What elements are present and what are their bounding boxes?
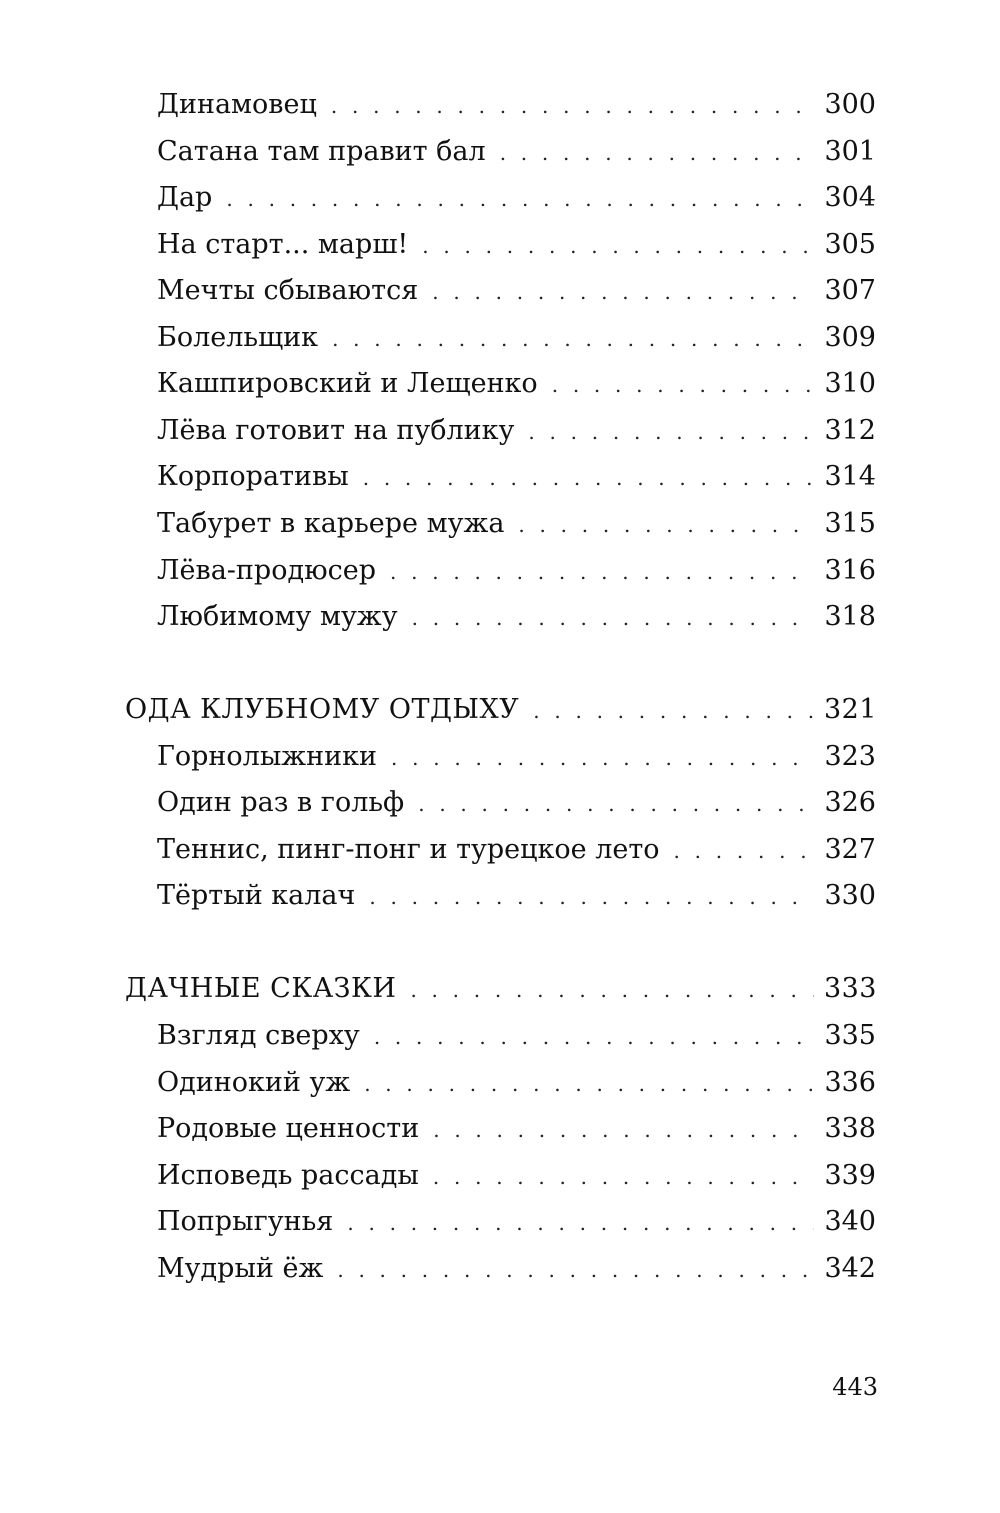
dot-leader <box>674 831 815 871</box>
dot-leader <box>391 738 814 778</box>
toc-entry-title: Взгляд сверху <box>157 1020 360 1051</box>
toc-entry-title: Тёртый калач <box>157 880 356 911</box>
toc-entry[interactable] <box>157 830 876 870</box>
toc-section-heading[interactable] <box>125 690 877 730</box>
toc-entry[interactable] <box>157 457 876 497</box>
dot-leader <box>390 552 814 592</box>
toc-entry-title: Исповедь рассады <box>157 1160 419 1191</box>
toc-entry-page: 305 <box>824 229 876 260</box>
toc-section-page: 321 <box>823 694 877 725</box>
toc-entry[interactable] <box>157 1016 876 1056</box>
dot-leader <box>418 784 814 824</box>
dot-leader <box>518 505 814 545</box>
toc-entry[interactable] <box>157 504 876 544</box>
toc-entry-page: 338 <box>824 1113 876 1144</box>
toc-entry[interactable] <box>157 225 876 265</box>
toc-section-title: ДАЧНЫЕ СКАЗКИ <box>125 973 397 1004</box>
dot-leader <box>347 1203 814 1243</box>
toc-entry-page: 330 <box>824 880 876 911</box>
toc-entry[interactable] <box>157 1109 876 1149</box>
toc-entry[interactable] <box>157 271 876 311</box>
dot-leader <box>432 272 814 312</box>
toc-entry[interactable] <box>157 1202 876 1242</box>
page-number: 443 <box>832 1373 878 1401</box>
toc-entry-page: 326 <box>824 787 876 818</box>
toc-entry[interactable] <box>157 318 876 358</box>
toc-entry[interactable] <box>157 1249 876 1289</box>
toc-entry-title: Горнолыжники <box>157 741 378 772</box>
toc-entry[interactable] <box>157 132 876 172</box>
toc-entry-title: Лёва-продюсер <box>157 555 376 586</box>
toc-entry-title: Теннис, пинг-понг и турецкое лето <box>157 834 660 865</box>
toc-entry-page: 318 <box>824 601 876 632</box>
toc-entry-title: Корпоративы <box>157 461 349 492</box>
toc-entry-title: Табурет в карьере мужа <box>157 508 505 539</box>
toc-entry-page: 307 <box>824 275 876 306</box>
dot-leader <box>337 1250 814 1290</box>
toc-entry[interactable] <box>157 876 876 916</box>
toc-entry-page: 339 <box>824 1160 876 1191</box>
dot-leader <box>500 133 815 173</box>
toc-entry-title: Один раз в гольф <box>157 787 405 818</box>
dot-leader <box>363 458 815 498</box>
toc-entry-page: 300 <box>824 89 876 120</box>
dot-leader <box>374 1017 815 1057</box>
toc-entry-title: Дар <box>157 182 213 213</box>
toc-section-heading[interactable] <box>125 969 877 1009</box>
toc-entry[interactable] <box>157 551 876 591</box>
toc-entry-page: 301 <box>824 136 876 167</box>
dot-leader <box>552 365 815 405</box>
toc-entry-page: 336 <box>824 1067 876 1098</box>
toc-entry-title: Попрыгунья <box>157 1206 334 1237</box>
toc-entry-page: 314 <box>824 461 876 492</box>
toc-entry[interactable] <box>157 737 876 777</box>
toc-entry-title: Динамовец <box>157 89 317 120</box>
toc-entry[interactable] <box>157 597 876 637</box>
toc-entry-page: 309 <box>824 322 876 353</box>
dot-leader <box>422 226 814 266</box>
dot-leader <box>533 691 814 731</box>
toc-entry[interactable] <box>157 85 876 125</box>
toc-section-title: ОДА КЛУБНОМУ ОТДЫХУ <box>125 694 520 725</box>
dot-leader <box>410 970 814 1010</box>
toc-entry[interactable] <box>157 411 876 451</box>
toc-entry-title: Любимому мужу <box>157 601 398 632</box>
toc-entry-page: 323 <box>824 741 876 772</box>
dot-leader <box>433 1157 815 1197</box>
dot-leader <box>364 1064 814 1104</box>
dot-leader <box>433 1110 814 1150</box>
toc-entry-title: Мудрый ёж <box>157 1253 324 1284</box>
toc-entry-title: Сатана там правит бал <box>157 136 486 167</box>
toc-entry-title: Мечты сбываются <box>157 275 419 306</box>
toc-entry-page: 327 <box>824 834 876 865</box>
dot-leader <box>331 86 815 126</box>
dot-leader <box>332 319 814 359</box>
toc-entry-page: 342 <box>824 1253 876 1284</box>
toc-entry-title: Родовые ценности <box>157 1113 420 1144</box>
toc-entry[interactable] <box>157 783 876 823</box>
toc-entry-title: Болельщик <box>157 322 319 353</box>
toc-entry-title: Лёва готовит на публику <box>157 415 515 446</box>
toc-entry[interactable] <box>157 364 876 404</box>
dot-leader <box>528 412 814 452</box>
toc-entry-title: Одинокий уж <box>157 1067 351 1098</box>
dot-leader <box>226 179 814 219</box>
dot-leader <box>412 598 815 638</box>
dot-leader <box>369 877 814 917</box>
toc-entry[interactable] <box>157 1063 876 1103</box>
toc-section-page: 333 <box>823 973 877 1004</box>
toc-entry[interactable] <box>157 178 876 218</box>
toc-entry-title: Кашпировский и Лещенко <box>157 368 538 399</box>
toc-entry-page: 310 <box>824 368 876 399</box>
toc-entry-page: 315 <box>824 508 876 539</box>
toc-entry-page: 316 <box>824 555 876 586</box>
toc-entry-page: 304 <box>824 182 876 213</box>
toc-entry[interactable] <box>157 1156 876 1196</box>
toc-entry-page: 335 <box>824 1020 876 1051</box>
toc-entry-page: 312 <box>824 415 876 446</box>
toc-entry-page: 340 <box>824 1206 876 1237</box>
toc-entry-title: На старт... марш! <box>157 229 409 260</box>
